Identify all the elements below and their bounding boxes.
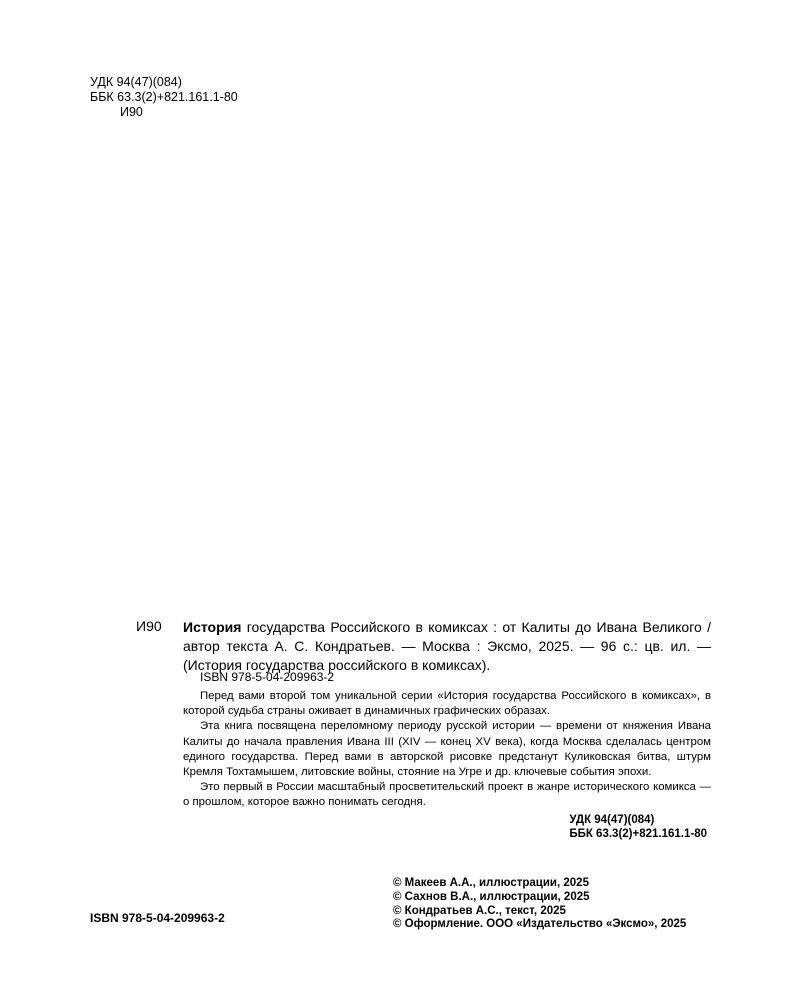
annotation-paragraph: Это первый в России масштабный просветительский проект в жанре исторического комикса — о прошлом, которое важно понимать сегодня. [183, 781, 711, 809]
book-description: государства Российского в комиксах : от Калиты до Ивана Великого / автор текста А. С. Кондратьев. — Москва : Эксмо, 2025. — 96 с.: цв. ил. — (История государства российского в комиксах). [183, 619, 712, 673]
annotation-paragraph: Перед вами второй том уникальной серии «История государства Российского в комиксах», в которой судьба страны оживает в динамичных графических образах. [183, 690, 711, 718]
copyright-line: © Кондратьев А.С., текст, 2025 [393, 904, 566, 917]
catalog-udk: УДК 94(47)(084) [569, 814, 655, 826]
author-mark: И90 [120, 105, 143, 119]
bibliographic-description [183, 618, 711, 675]
catalog-author-mark: И90 [136, 618, 162, 634]
annotation-paragraph: Эта книга посвящена переломному периоду русской истории — времени от княжения Ивана Калиты до начала правления Ивана III (XIV — конец XV века), когда Москва сделалась центром единого государства. Перед вами в авторской рисовке предстанут Куликовская битва, штурм Кремля Тохтамышем, литовские войны, стояние на Угре и др. ключевые события эпохи. [183, 720, 711, 779]
copyright-line: © Сахнов В.А., иллюстрации, 2025 [393, 890, 590, 903]
copyright-block [393, 877, 686, 932]
copyright-line: © Оформление. ООО «Издательство «Эксмо», 2025 [393, 918, 687, 931]
isbn-bottom: ISBN 978-5-04-209963-2 [90, 911, 225, 925]
catalog-bbk: ББК 63.3(2)+821.161.1-80 [569, 827, 707, 840]
bbk-code: ББК 63.3(2)+821.161.1-80 [90, 90, 238, 104]
annotation [183, 689, 711, 811]
catalog-classification-codes [569, 814, 707, 841]
udk-code: УДК 94(47)(084) [90, 75, 182, 89]
copyright-line: © Макеев А.А., иллюстрации, 2025 [393, 877, 589, 889]
catalog-isbn: ISBN 978-5-04-209963-2 [200, 670, 335, 684]
top-classification-codes [90, 75, 238, 120]
book-title: История [183, 619, 242, 635]
